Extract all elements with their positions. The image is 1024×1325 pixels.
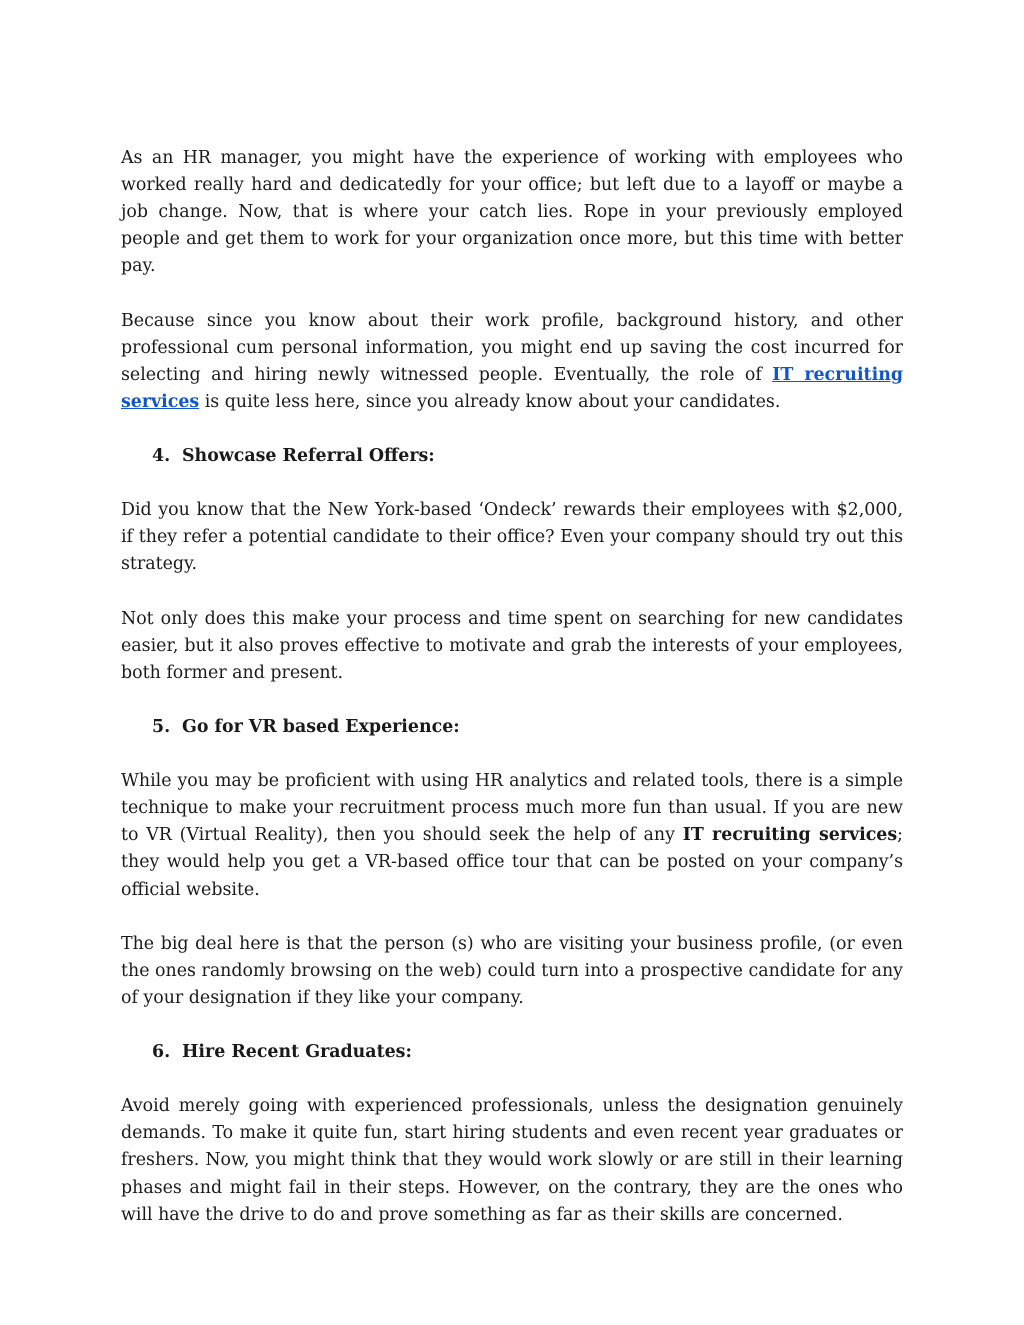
paragraph-text: Because since you know about their work profile, background history, and other professional cum personal information, you might end up saving the cost incurred for selecting and hiring newly witnessed people. Eventually, the role of (121, 310, 903, 385)
heading-vr-based-experience (121, 714, 903, 741)
it-recruiting-services-link[interactable]: IT recruiting services (121, 364, 903, 412)
paragraph-text: is quite less here, since you already know about your candidates. (199, 391, 781, 412)
paragraph-referral-benefits: Not only does this make your process and time spent on searching for new candidates easier, but it also proves effective to motivate and grab the interests of your employees, both former and present. (121, 608, 903, 683)
heading-text: Go for VR based Experience: (182, 716, 460, 737)
heading-showcase-referral-offers (121, 443, 903, 470)
paragraph-saving-cost (121, 308, 903, 416)
paragraph-recent-graduates: Avoid merely going with experienced professionals, unless the designation genuinely demands. To make it quite fun, start hiring students and even recent year graduates or freshers. Now, you might think that they would work slowly or are still in their learning phases and might fail in their steps. However, on the contrary, they are the ones who will have the drive to do and prove something as far as their skills are concerned. (121, 1096, 903, 1225)
document-page (121, 145, 903, 1256)
paragraph-rehire-former-employees: As an HR manager, you might have the experience of working with employees who worked really hard and dedicatedly for your office; but left due to a layoff or maybe a job change. Now, that is where your catch lies. Rope in your previously employed people and get them to work for your organization once more, but this time with better pay. (121, 148, 903, 277)
heading-number: 6. (152, 1042, 171, 1063)
paragraph-ondeck-referral: Did you know that the New York-based ‘Ondeck’ rewards their employees with $2,000, if they refer a potential candidate to their office? Even your company should try out this strategy. (121, 500, 903, 575)
heading-number: 4. (152, 446, 171, 467)
paragraph-text: While you may be proficient with using HR analytics and related tools, there is a simple technique to make your recruitment process much more fun than usual. If you are new to VR (Virtual Reality), then you should seek the help of any (121, 771, 903, 846)
heading-number: 5. (152, 716, 171, 737)
bold-phrase: IT recruiting services (682, 825, 898, 846)
paragraph-vr-technique (121, 768, 903, 903)
heading-text: Hire Recent Graduates: (182, 1042, 412, 1063)
heading-hire-recent-graduates (121, 1039, 903, 1066)
heading-text: Showcase Referral Offers: (182, 446, 435, 467)
paragraph-text: ; they would help you get a VR-based office tour that can be posted on your company’s official website. (121, 825, 903, 900)
paragraph-prospective-candidates: The big deal here is that the person (s) who are visiting your business profile, (or even the ones randomly browsing on the web) could turn into a prospective candidate for any of your designation if they like your company. (121, 933, 903, 1008)
